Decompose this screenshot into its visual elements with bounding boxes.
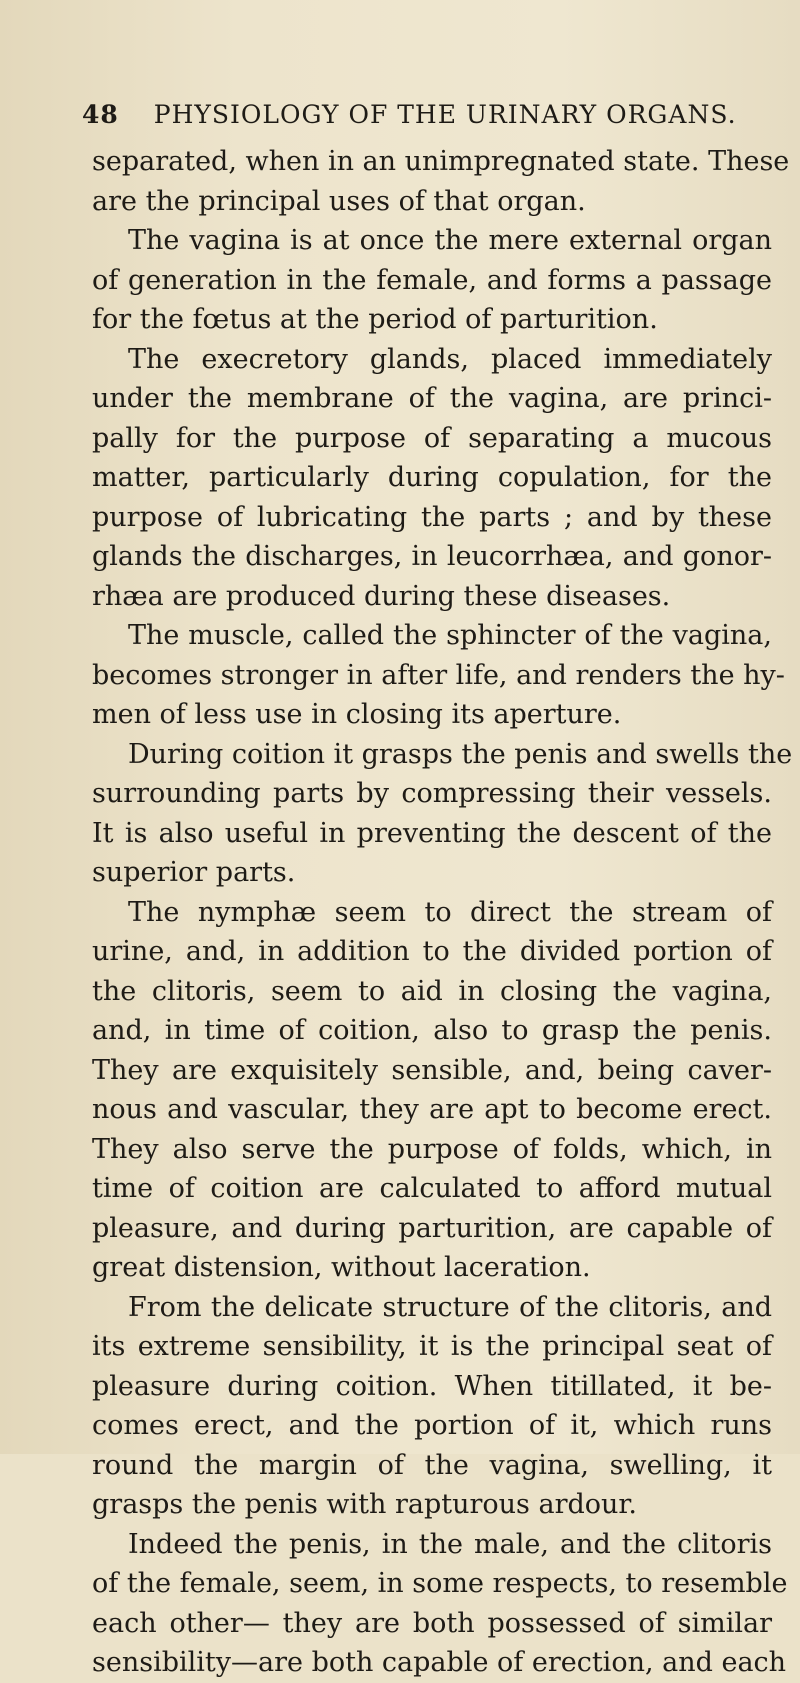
text-line: purpose of lubricating the parts ; and by these [92, 501, 772, 533]
text-line: matter, particularly during copulation, for the [92, 462, 772, 493]
text-line: great distension, without laceration. [92, 1252, 591, 1283]
text-line: Indeed the penis, in the male, and the clitoris [128, 1528, 772, 1560]
text-line: rhæa are produced during these diseases. [92, 580, 671, 612]
text-line: are the principal uses of that organ. [92, 185, 586, 217]
text-line: The execretory glands, placed immediately [128, 343, 772, 375]
text-line: nous and vascular, they are apt to become erect. [92, 1094, 772, 1125]
text-line: The muscle, called the sphincter of the vagina, [128, 620, 772, 651]
page-header [82, 100, 782, 129]
text-line: sensibility—are both capable of erection, and each [92, 1647, 787, 1678]
text-line: surrounding parts by compressing their vessels. [92, 778, 772, 809]
text-line: and, in time of coition, also to grasp the penis. [92, 1015, 772, 1046]
text-line: round the margin of the vagina, swelling, it [92, 1449, 772, 1481]
text-line: for the fœtus at the period of parturition. [92, 304, 658, 335]
body-text [92, 142, 793, 1683]
text-line: of the female, seem, in some respects, to resemble [92, 1568, 788, 1599]
text-line: the clitoris, seem to aid in closing the vagina, [92, 975, 772, 1007]
text-line: separated, when in an unimpregnated state. These [92, 146, 790, 177]
text-line: grasps the penis with rapturous ardour. [92, 1489, 637, 1520]
running-head: PHYSIOLOGY OF THE URINARY ORGANS. [153, 100, 737, 129]
text-line: time of coition are calculated to afford mutual [92, 1173, 772, 1204]
text-line: comes erect, and the portion of it, which runs [92, 1410, 772, 1441]
text-line: pleasure during coition. When titillated, it be- [92, 1370, 772, 1402]
text-line: urine, and, in addition to the divided portion of [92, 936, 772, 967]
text-line: During coition it grasps the penis and swells the [128, 738, 793, 770]
text-line: glands the discharges, in leucorrhæa, and gonor- [92, 541, 772, 572]
text-line: It is also useful in preventing the descent of the [92, 817, 772, 849]
text-line: under the membrane of the vagina, are princi- [92, 383, 772, 414]
text-line: of generation in the female, and forms a passage [92, 264, 772, 296]
text-line: its extreme sensibility, it is the principal seat of [92, 1331, 772, 1362]
text-line: They are exquisitely sensible, and, being caver- [92, 1054, 772, 1086]
text-line: The vagina is at once the mere external organ [128, 225, 772, 256]
text-line: superior parts. [92, 857, 296, 888]
text-line: becomes stronger in after life, and renders the hy- [92, 659, 785, 691]
text-line: each other— they are both possessed of similar [92, 1607, 772, 1639]
page-number: 48 [82, 100, 119, 129]
text-line: They also serve the purpose of folds, which, in [92, 1133, 772, 1165]
text-line: From the delicate structure of the clitoris, and [128, 1291, 772, 1323]
text-line: pally for the purpose of separating a mucous [92, 422, 772, 454]
text-line: pleasure, and during parturition, are capable of [92, 1212, 772, 1244]
text-line: men of less use in closing its aperture. [92, 699, 622, 730]
text-line: The nymphæ seem to direct the stream of [128, 896, 772, 928]
